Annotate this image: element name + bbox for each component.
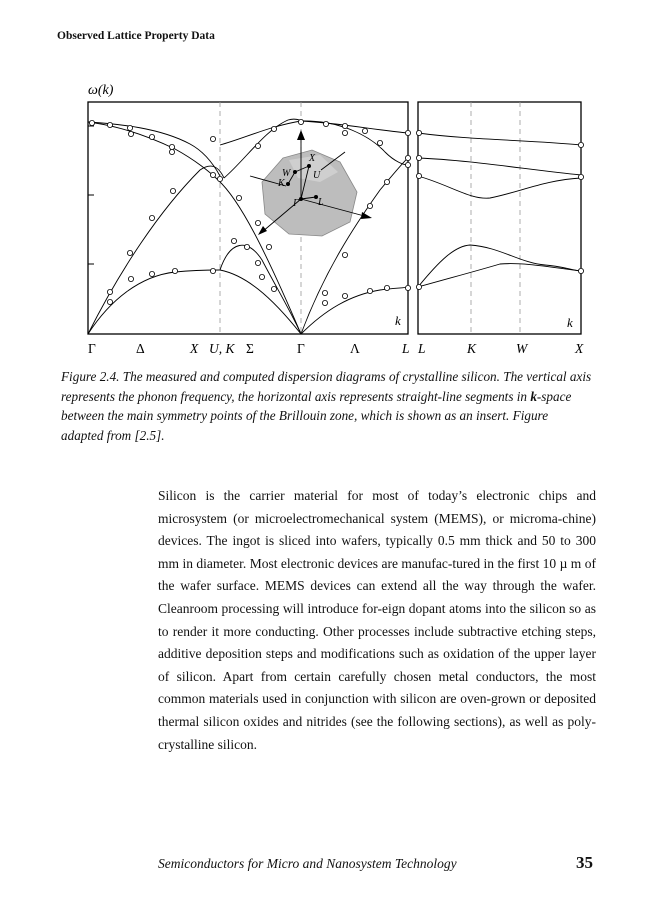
dispersion-figure — [0, 0, 652, 365]
dispersion-curves-left — [88, 119, 408, 334]
caption-bold-k: k — [530, 388, 537, 404]
x-tick-labels — [88, 341, 584, 356]
x-tick-delta: Δ — [136, 341, 145, 356]
body-paragraph: Silicon is the carrier material for most of today’s electronic chips and microsystem (or microelectromechanical system (MEMS), or microma-chine) devices. The ingot is sliced into wafers, typically 0.5 mm thick and 50 to 300 mm in diameter. Most electronic devices are manufac-tured in the first 10 µ m of the wafer surface. MEMS devices can extend all the way through the wafer. Cleanroom processing will introduce for-eign dopant atoms into the silicon so as to render it more conducting. Other processes include subtractive etching steps, additive deposition steps and modifications such as oxidation of the upper layer of silicon. Apart from certain carefully chosen metal conductors, the most common materials used in conjunction with silicon are oven-grown or deposited thermal silicon oxides and nitrides (see the following sections), as well as poly-crystalline silicon. — [158, 488, 596, 752]
x-tick-gamma: Γ — [88, 341, 96, 356]
caption-part-1: Figure 2.4. The measured and computed dispersion diagrams of crystalline silicon. The vertical axis represents the phonon frequency, the horizontal axis represents straight-line segments in — [61, 369, 592, 404]
right-panel-frame — [418, 102, 581, 334]
bz-label-u: U — [313, 170, 321, 181]
x-tick-x-2: X — [575, 341, 584, 356]
x-tick-x: X — [190, 341, 199, 356]
bz-label-x: X — [309, 153, 316, 164]
x-tick-l-2: L — [418, 341, 426, 356]
figure-caption — [61, 367, 593, 445]
x-tick-gamma-2: Γ — [297, 341, 305, 356]
bz-label-l: L — [318, 197, 324, 208]
x-tick-w: W — [516, 341, 528, 356]
x-tick-lambda: Λ — [350, 341, 360, 356]
x-tick-l: L — [402, 341, 410, 356]
k-label-left: k — [395, 313, 401, 328]
bz-label-w: W — [282, 168, 291, 179]
bz-label-gamma: Γ — [293, 198, 299, 209]
caption-part-2: -space between the main symmetry points of the Brillouin zone, which is shown as an insert. Figure adapted from [2.5]. — [61, 388, 572, 443]
page-number: 35 — [576, 853, 593, 872]
y-axis-ticks — [88, 126, 94, 264]
footer-book-title: Semiconductors for Micro and Nanosystem Technology — [158, 856, 457, 871]
x-tick-uk: U, K — [209, 341, 235, 356]
bz-label-k: K — [278, 178, 285, 189]
k-label-right: k — [567, 315, 573, 330]
y-axis-label: ω(k) — [88, 83, 114, 98]
left-panel-frame — [88, 102, 408, 334]
brillouin-zone-insert — [250, 130, 372, 236]
running-head: Observed Lattice Property Data — [57, 30, 215, 42]
dispersion-curves-right — [418, 133, 581, 287]
x-tick-k: K — [467, 341, 477, 356]
x-tick-sigma: Σ — [246, 341, 254, 356]
